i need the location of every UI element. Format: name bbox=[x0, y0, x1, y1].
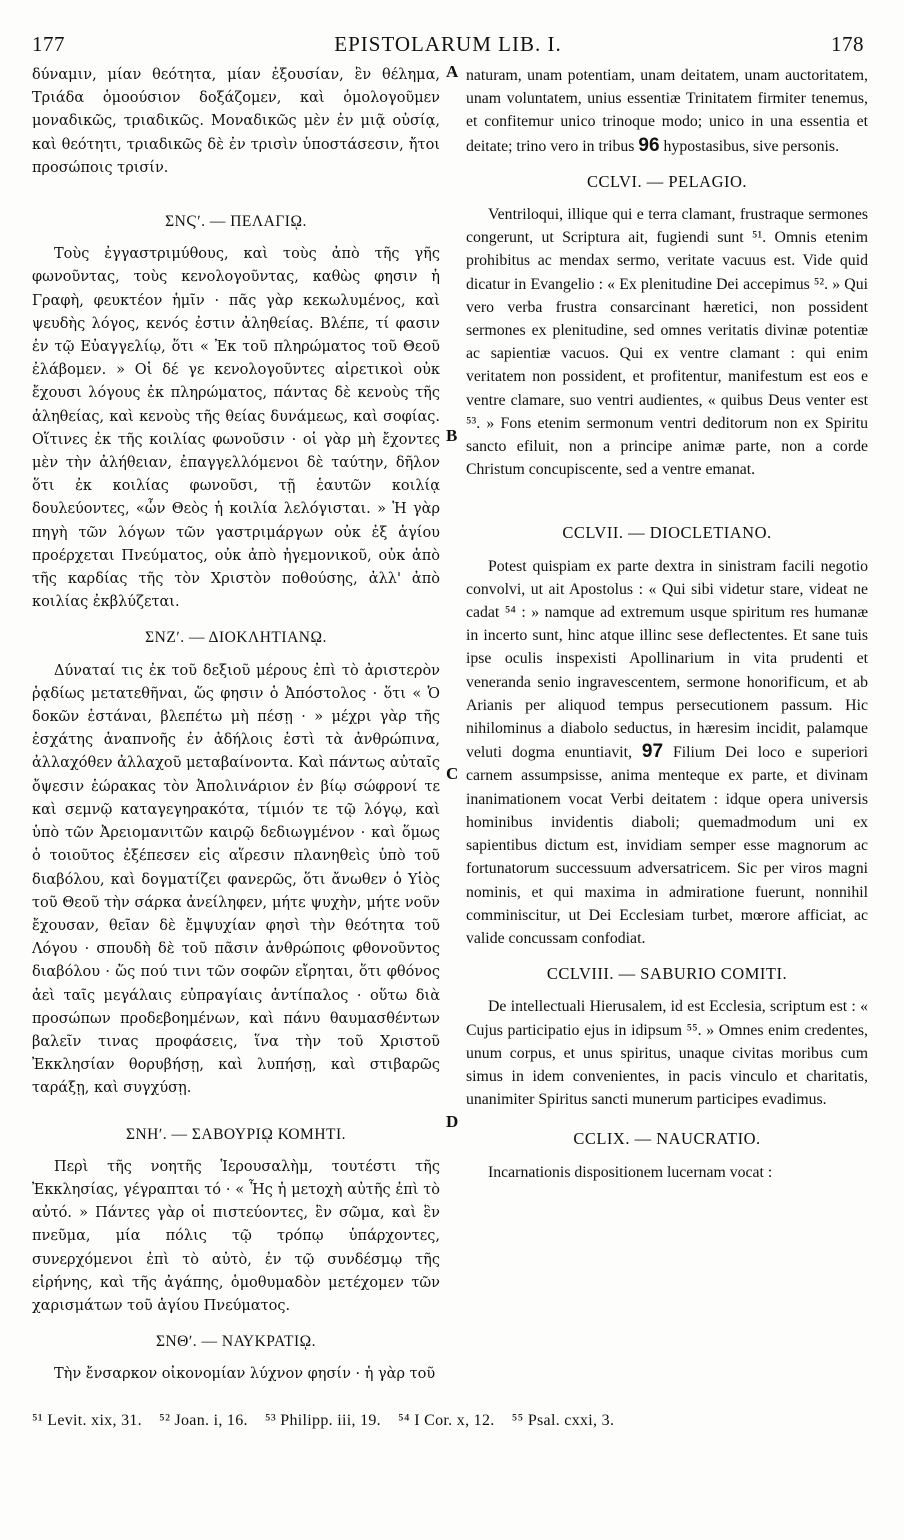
running-header bbox=[32, 32, 864, 62]
running-title: EPISTOLARUM LIB. I. bbox=[334, 32, 562, 56]
latin-letter-257-part-b: Filium Dei loco e superiori carnem assumpsisse, anima menteque ex parte, et divinam inanimationem vocat Verbi deitatem : idque opera universis hominibus invidentis diaboli; quemadmodum uni ex sapientibus dictum est, invidiam semper esse magnorum ac fortunatorum successuum adversatricem. Sic per viros magni nominis, et qui maxima in admiratione fuerunt, nonnihil comminiscitur, ut Dei Ecclesiam turbet, mœrore afficiat, ac valide concussam confodiat. bbox=[466, 744, 868, 947]
latin-intro-part-b: hypostasibus, sive personis. bbox=[663, 137, 840, 155]
greek-letter-256: Τοὺς ἐγγαστριμύθους, καὶ τοὺς ἀπὸ τῆς γῆς φωνοῦντας, τοὺς κενολογοῦντας, καθὼς φησιν ἡ Γραφὴ, φευκτέον ἡμῖν · πᾶς γὰρ κεκωλυμένος, καὶ ψευδὴς λόγος, κενός ἐστιν ἀληθείας. Βλέπε, τί φασιν ἐν τῷ Εὐαγγελίῳ, ὅτι « Ἐκ τοῦ πληρώματος τοῦ Θεοῦ ἐλάβομεν. » Οἱ δέ γε κενολογοῦντες αἱρετικοὶ οὐκ ἔχουσι λόγους ἐκ πληρώματος, πάντας δὲ κενοὺς τῆς ἀληθείας, καὶ κενοὺς τῆς θείας δυνάμεως, καὶ σοφίας. Οἵτινες ἐκ τῆς κοιλίας φωνοῦσιν · οἱ γὰρ μὴ ἔχοντες μὲν τὴν ἀλήθειαν, ἐπαγγελλόμενοι δὲ ταύτην, δῆλον ὅτι ἐκ κοιλίας φωνοῦσι, τῇ ἑαυτῶν κοιλίᾳ δουλεύοντες, «ὧν Θεὸς ἡ κοιλία λελόγισται. » Ἡ γὰρ πηγὴ τῶν λόγων τῶν γαστριμάργων οὐκ ἐξ ἁγίου προέρχεται Πνεύματος, οὐκ ἀπὸ ἡγεμονικοῦ, οὐκ ἀπὸ τῆς καρδίας τῆς τὸν Χριστὸν ποθούσης, ἀλλ' ἀπὸ κοιλίας ἐκβλύζεται. bbox=[32, 246, 440, 611]
latin-column bbox=[466, 64, 868, 1184]
latin-heading-257: CCLVII. — DIOCLETIANO. bbox=[562, 523, 772, 543]
latin-letter-258: De intellectuali Hierusalem, id est Ecclesia, scriptum est : « Cujus participatio ejus in idipsum ⁵⁵. » Omnes enim credentes, unum corpus, et unus spiritus, unaque civitas moribus cum simus in idem convenientes, in pacis vinculo et charitatis, unanimiter Spiritus sancti munerum participes evadimus. bbox=[466, 998, 868, 1109]
latin-heading-259: CCLIX. — NAUCRATIO. bbox=[573, 1129, 761, 1149]
latin-intro-part-a: naturam, unam potentiam, unam deitatem, unam auctoritatem, unam voluntatem, unius essentiæ Trinitatem firmiter tenemus, et confitemur unico trinoque modo; unico in una essentia et deitate; trino vero in tribus bbox=[466, 67, 868, 155]
margin-marker-d: D bbox=[446, 1112, 459, 1131]
greek-intro: δύναμιν, μίαν θεότητα, μίαν ἐξουσίαν, ἓν θέλημα, Τριάδα ὁμοούσιον δοξάζομεν, καὶ ὁμολογοῦμεν μοναδικῶς, τριαδικῶς. Μοναδικῶς μὲν ἐν μιᾷ οὐσίᾳ, καὶ θεότητι, τριαδικῶς δὲ ἐν τρισὶν ὑποστάσεσιν, ἤτοι προσώποις τρισίν. bbox=[32, 67, 440, 176]
greek-heading-258: ΣΝΗʹ. — ΣΑΒΟΥΡΙῼ ΚΟΜΗΤΙ. bbox=[125, 1125, 347, 1143]
latin-heading-256: CCLVI. — PELAGIO. bbox=[586, 171, 748, 191]
latin-letter-257 bbox=[466, 555, 868, 950]
column-number-97: 97 bbox=[641, 741, 664, 763]
margin-marker-b: B bbox=[446, 426, 458, 445]
latin-heading-258: CCLVIII. — SABURIO COMITI. bbox=[546, 964, 788, 984]
page-number-right: 178 bbox=[830, 32, 864, 56]
page-number-left: 177 bbox=[32, 32, 65, 56]
greek-column bbox=[32, 64, 440, 1387]
greek-heading-259: ΣΝΘʹ. — ΝΑΥΚΡΑΤΙῼ. bbox=[155, 1333, 317, 1351]
latin-letter-259: Incarnationis dispositionem lucernam vocat : bbox=[488, 1163, 773, 1181]
latin-letter-257-part-a: Potest quispiam ex parte dextra in sinistram facili negotio convolvi, ut ait Apostolus : « Qui sibi videtur stare, videat ne cadat ⁵⁴ : » namque ad extremum usque spiritum res humanæ in incerto sunt, hinc atque illinc sese deflectentes. Et sane tuis ipse oculis inspexisti Apollinarium in vita prudenti et veneranda senio ingravescentem, sermone honorificum, et ab Arianis per aliquod tempus persecutionem passum. Hic nihilominus a diabolo seductus, in hæresim incidit, palamque veluti dogma enuntiavit, bbox=[466, 557, 868, 762]
greek-heading-257: ΣΝΖʹ. — ΔΙΟΚΛΗΤΙΑΝῼ. bbox=[145, 629, 327, 647]
greek-heading-256: ΣΝϚʹ. — ΠΕΛΑΓΙῼ. bbox=[165, 213, 307, 231]
margin-marker-a: A bbox=[446, 62, 459, 81]
latin-intro bbox=[466, 64, 868, 158]
greek-letter-259: Τὴν ἔνσαρκον οἰκονομίαν λύχνον φησίν · ἡ γὰρ τοῦ bbox=[54, 1366, 436, 1383]
greek-letter-257: Δύναταί τις ἐκ τοῦ δεξιοῦ μέρους ἐπὶ τὸ ἀριστερὸν ῥᾳδίως μετατεθῆναι, ὥς φησιν ὁ Ἀπόστολος · ὅτι « Ὁ δοκῶν ἑστάναι, βλεπέτω μὴ πέσῃ · » μέχρι γὰρ τῆς ἐσχάτης ἀναπνοῆς ἐν ἀδήλοις ἐστὶ τὰ ἀνθρώπινα, ἀλλαχόθεν ἀλλαχοῦ μεταβαίνοντα. Καὶ πάντως αὐταῖς ὄψεσιν ἑώρακας τὸν Ἀπολινάριον ἐν βίῳ σώφρονί τε καὶ σεμνῷ καταγεγηρακότα, τίμιόν τε τῷ λόγῳ, καὶ ὑπὸ τῶν Ἀρειομανιτῶν καιρῷ δεδιωγμένον · καὶ ὅμως ὁ τοιοῦτος ἐξέπεσεν εἰς αἵρεσιν πλανηθεὶς ὑπὸ τοῦ διαβόλου, καὶ δογματίζει φανερῶς, ὅτι ἄνωθεν ὁ Υἱὸς τοῦ Θεοῦ τὴν σάρκα ἀνείληφεν, μήτε ψυχὴν, μήτε νοῦν ἔχουσαν, θεῖαν δὲ ἔμψυχίαν φησὶ τὴν θεότητα τοῦ Λόγου · σπουδὴ δὲ τοῦ πᾶσιν ἀνθρώποις φθονοῦντος διαβόλου · ὥς πού τινι τῶν σοφῶν εἴρηται, ὅτι φθόνος ἀεὶ ταῖς μεγάλαις εὐπραγίαις ἀντίπαλος · οὕτω διὰ προσώπων προδεβοημένων, καὶ πάνυ θαυμασθέντων βαλεῖν τινας προφάσεις, ἵνα τὴν τοῦ Χριστοῦ Ἐκκλησίαν θορυβήσῃ, καὶ λυπήσῃ, καὶ στιβαρῶς ταράξῃ, καὶ συγχύσῃ. bbox=[32, 662, 440, 1097]
footnotes: ⁵¹ Levit. xix, 31. ⁵² Joan. i, 16. ⁵³ Philipp. iii, 19. ⁵⁴ I Cor. x, 12. ⁵⁵ Psal. cxxi, 3. bbox=[32, 1412, 615, 1429]
column-number-96: 96 bbox=[638, 134, 660, 156]
margin-marker-c: C bbox=[446, 764, 459, 783]
greek-letter-258: Περὶ τῆς νοητῆς Ἱερουσαλὴμ, τουτέστι τῆς Ἐκκλησίας, γέγραπται τό · « Ἧς ἡ μετοχὴ αὐτῆς ἐπὶ τὸ αὐτό. » Πάντες γὰρ οἱ πιστεύοντες, ἓν σῶμα, καὶ ἓν πνεῦμα, μία πόλις τῷ τρόπῳ ὑπάρχοντες, συνερχόμενοι ἐπὶ τὸ αὐτὸ, ἐν τῷ συνδέσμῳ τῆς εἰρήνης, καὶ τῆς ἀγάπης, ὁμοθυμαδὸν μετέχομεν τῶν χαρισμάτων τοῦ ἁγίου Πνεύματος. bbox=[32, 1158, 440, 1314]
latin-letter-256: Ventriloqui, illique qui e terra clamant, frustraque sermones congerunt, ut Scriptura ait, fugiendi sunt ⁵¹. Omnis etenim prohibitus ac mendax sermo, veritate vacuus est. Vide quid dicatur in Evangelio : « Ex plenitudine Dei accepimus ⁵². » Qui vero verba frustra consarcinant hæretici, non possident sermones ex plenitudine, sed omnes veritatis divinæ potentiæ ac sapientiæ vacuos. Qui ex ventre clamant : qui enim veritatem non possident, et profitentur, manifestum est eos e ventre clamare, suo ventri audientes, « quibus Deus venter est ⁵³. » Fons etenim sermonum ventri deditorum non ex Spiritu sancto efiluit, non a principe animæ parte, non a corde Christum concupiscente, sed a ventre emanat. bbox=[466, 206, 868, 479]
